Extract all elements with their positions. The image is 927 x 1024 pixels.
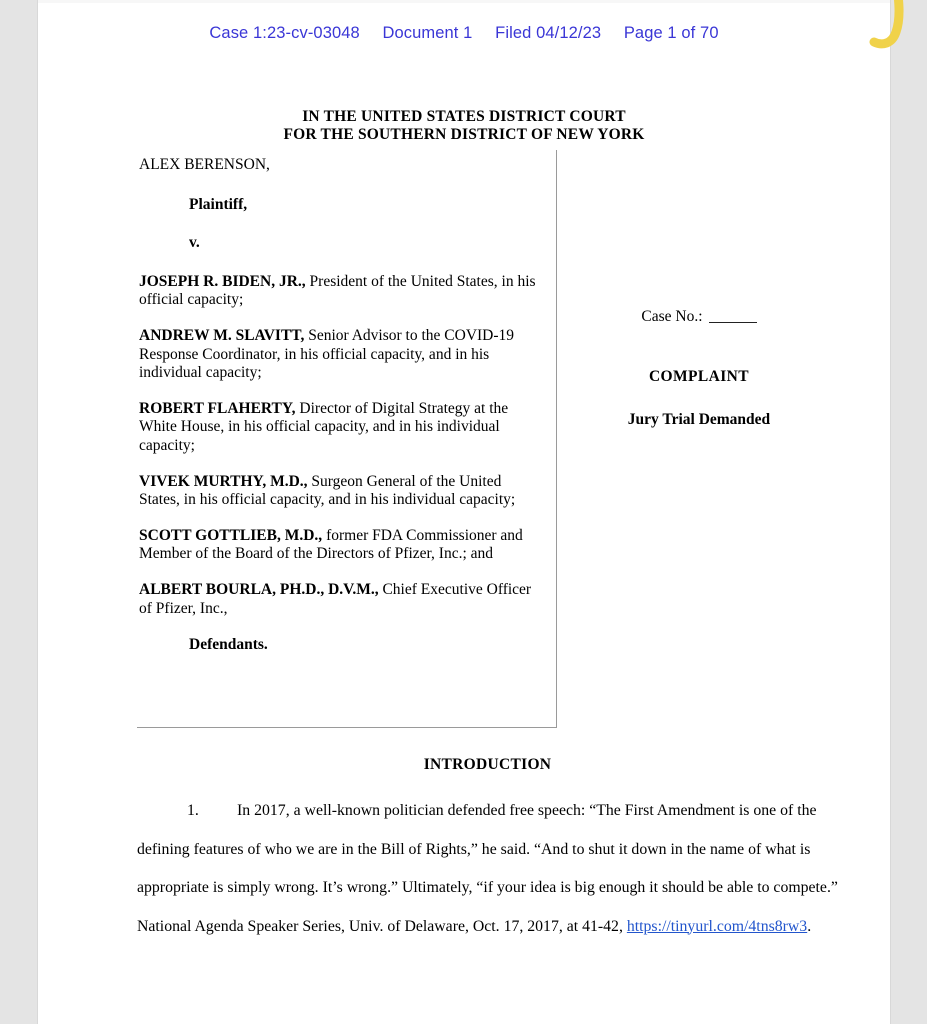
defendant-entry bbox=[137, 400, 540, 456]
court-heading bbox=[38, 108, 890, 145]
page-top-edge bbox=[38, 0, 890, 3]
defendant-name: SCOTT GOTTLIEB, M.D., bbox=[139, 526, 323, 544]
jury-demand-label: Jury Trial Demanded bbox=[627, 411, 771, 428]
introduction-heading: INTRODUCTION bbox=[423, 756, 552, 773]
defendant-description: Director of Digital Strategy at the White House, in his official capacity, and in his individual capacity; bbox=[139, 399, 509, 454]
caption-spacer bbox=[137, 253, 540, 273]
defendant-name: ANDREW M. SLAVITT, bbox=[139, 326, 305, 344]
defendant-entry bbox=[137, 473, 540, 510]
defendant-name: ALBERT BOURLA, PH.D., D.V.M., bbox=[139, 580, 379, 598]
defendant-entry bbox=[137, 527, 540, 564]
ecf-page-number: Page 1 of 70 bbox=[623, 24, 719, 42]
paragraph-number: 1. bbox=[187, 802, 199, 819]
defendant-description: Senior Advisor to the COVID-19 Response Coordinator, in his official capacity, and in his individual capacity; bbox=[139, 326, 515, 382]
caption-spacer bbox=[137, 175, 540, 196]
versus-label: v. bbox=[189, 234, 200, 252]
defendant-name: VIVEK MURTHY, M.D., bbox=[139, 472, 308, 490]
ecf-filed-date: Filed 04/12/23 bbox=[495, 24, 602, 42]
defendant-description: President of the United States, in his official capacity; bbox=[139, 272, 536, 309]
paragraph-body: In 2017, a well-known politician defended free speech: “The First Amendment is one of the defining features of who we are in the Bill of Rights,” he said. “And to shut it down in the name of what is appropriate is simply wrong. It’s wrong.” Ultimately, “if your idea is big enough it should be able to compete.” National Agenda Speaker Series, Univ. of Delaware, Oct. 17, 2017, at 41-42, bbox=[137, 802, 838, 935]
defendants-label: Defendants. bbox=[189, 636, 268, 654]
defendant-description: Chief Executive Officer of Pfizer, Inc., bbox=[139, 580, 532, 617]
defendant-list bbox=[137, 273, 540, 618]
case-number-blank bbox=[709, 322, 757, 323]
defendant-name: JOSEPH R. BIDEN, JR., bbox=[139, 272, 306, 290]
caption-right-column bbox=[508, 150, 890, 429]
defendant-description: former FDA Commissioner and Member of the Board of the Directors of Pfizer, Inc.; and bbox=[139, 526, 523, 563]
court-heading-line-1: IN THE UNITED STATES DISTRICT COURT bbox=[302, 108, 626, 125]
case-number-label: Case No.: bbox=[641, 308, 703, 325]
document-page bbox=[38, 0, 890, 1024]
defendant-description: Surgeon General of the United States, in his official capacity, and in his individual capacity; bbox=[139, 472, 516, 509]
plaintiff-name: ALEX BERENSON, bbox=[139, 156, 270, 173]
introduction-paragraph bbox=[137, 792, 847, 946]
defendant-entry bbox=[137, 327, 540, 383]
paragraph-body-tail: . bbox=[807, 917, 812, 935]
complaint-title: COMPLAINT bbox=[648, 368, 750, 385]
defendant-entry bbox=[137, 581, 540, 618]
defendant-entry bbox=[137, 273, 540, 310]
ecf-header-stamp bbox=[38, 24, 890, 43]
plaintiff-label: Plaintiff, bbox=[189, 195, 248, 213]
tinyurl-link[interactable]: https://tinyurl.com/4tns8rw3 bbox=[626, 917, 808, 935]
defendant-name: ROBERT FLAHERTY, bbox=[139, 399, 296, 417]
case-number-field bbox=[508, 308, 890, 326]
ecf-document-number: Document 1 bbox=[382, 24, 473, 42]
court-heading-line-2: FOR THE SOUTHERN DISTRICT OF NEW YORK bbox=[283, 126, 645, 144]
case-caption-box bbox=[137, 150, 557, 728]
caption-spacer bbox=[137, 214, 540, 234]
ecf-case-number: Case 1:23-cv-03048 bbox=[209, 24, 360, 42]
